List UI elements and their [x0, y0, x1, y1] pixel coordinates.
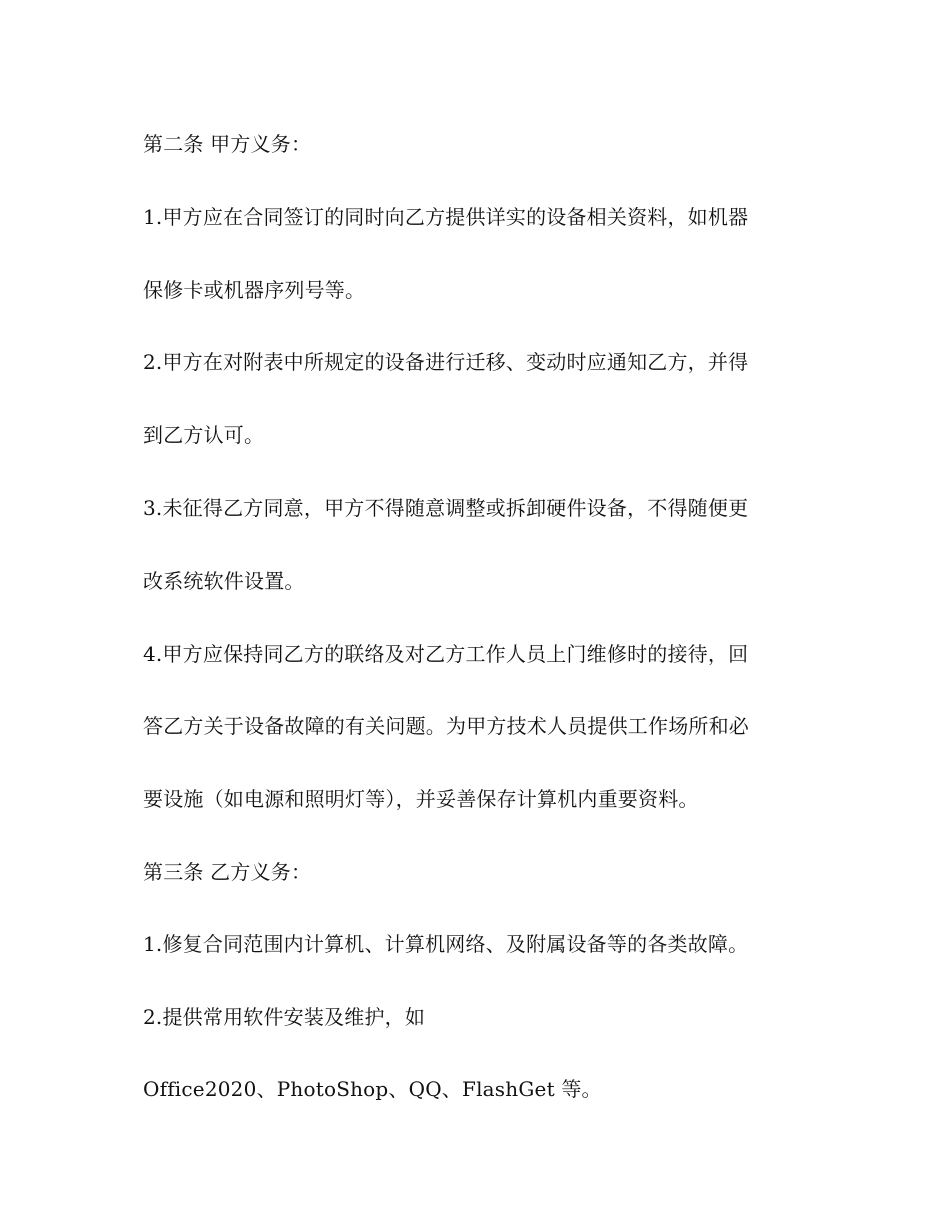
paragraph-line: 1.甲方应在合同签订的同时向乙方提供详实的设备相关资料，如机器 — [143, 205, 749, 229]
paragraph-line: 2.提供常用软件安装及维护，如 — [143, 1005, 426, 1029]
paragraph-line: 1.修复合同范围内计算机、计算机网络、及附属设备等的各类故障。 — [143, 932, 749, 956]
paragraph-line: 改系统软件设置。 — [143, 569, 305, 593]
section-heading-party-a-obligations: 第二条 甲方义务： — [143, 132, 312, 156]
paragraph-line: Office2020、PhotoShop、QQ、FlashGet 等。 — [143, 1077, 602, 1101]
paragraph-line: 到乙方认可。 — [143, 423, 265, 447]
paragraph-line: 3.未征得乙方同意，甲方不得随意调整或拆卸硬件设备，不得随便更 — [143, 496, 749, 520]
paragraph-line: 答乙方关于设备故障的有关问题。为甲方技术人员提供工作场所和必 — [143, 714, 749, 738]
paragraph-line: 保修卡或机器序列号等。 — [143, 278, 366, 302]
paragraph-line: 要设施（如电源和照明灯等），并妥善保存计算机内重要资料。 — [143, 787, 699, 811]
section-heading-party-b-obligations: 第三条 乙方义务： — [143, 860, 312, 884]
paragraph-line: 4.甲方应保持同乙方的联络及对乙方工作人员上门维修时的接待，回 — [143, 642, 749, 666]
paragraph-line: 2.甲方在对附表中所规定的设备进行迁移、变动时应通知乙方，并得 — [143, 350, 749, 374]
